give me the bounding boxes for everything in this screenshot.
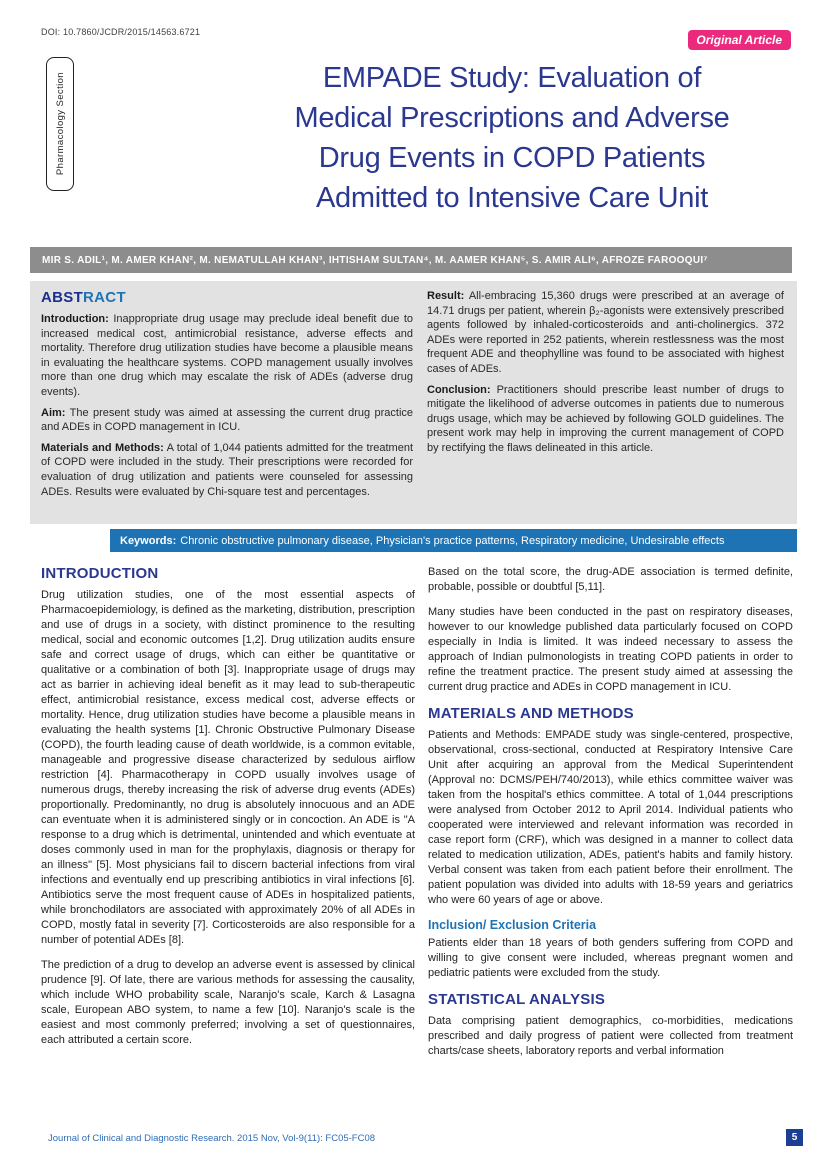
body-paragraph: Patients elder than 18 years of both genders suffering from COPD and willing to give consent were included, whereas pregnant women and pediatric patients were excluded from the study. (428, 937, 793, 979)
authors-bar (30, 247, 792, 273)
body-paragraph: The prediction of a drug to develop an adverse event is assessed by clinical prudence [9]. Of late, there are various methods for assessing the causality, which include WHO probability scale, Naranjo's scale, Karch & Lasagna scale, European ABO system, to name a few [10]. Naranjo's scale is the easiest and most commonly preferred; involving a set of questionnaires, each attributed a certain score. (41, 959, 415, 1046)
body-left-column (41, 565, 415, 1069)
section-label-box (46, 57, 74, 191)
body-paragraph: Data comprising patient demographics, co-morbidities, medications prescribed and daily progress of patient were collected from treatment charts/case sheets, laboratory reports and verbal information (428, 1015, 793, 1057)
abstract-text: A total of 1,044 patients admitted for the treatment of COPD were included in the study. Their prescriptions were recorded for evaluation of drug utilization and patients were counseled for assessing ADEs. Results were evaluated by Chi-square test and percentages. (41, 441, 414, 498)
abstract-paragraph-materials (41, 441, 413, 499)
article-title-line: Medical Prescriptions and Adverse (294, 102, 730, 134)
abstract-text: All-embracing 15,360 drugs were prescribed at an average of 14.71 drugs per patient, wherein β₂-agonists were extensively prescribed agents followed by inhaled-corticosteroids and anti-cholinergics. 372 ADEs were reported in 252 patients, wherein restlessness was the most frequent ADE and theophylline was found to be associated with highest cases of ADEs. (427, 290, 784, 375)
abstract-paragraph-aim (41, 406, 413, 435)
body-right-column (428, 565, 793, 1069)
abstract-label: Aim: (41, 406, 66, 419)
section-heading-introduction: INTRODUCTION (41, 565, 159, 582)
journal-citation: Journal of Clinical and Diagnostic Research. 2015 Nov, Vol-9(11): FC05-FC08 (48, 1133, 376, 1144)
keywords-text: Chronic obstructive pulmonary disease, Physician's practice patterns, Respiratory medicine, Undesirable effects (180, 534, 725, 547)
abstract-text: Inappropriate drug usage may preclude ideal benefit due to increased medical cost, antimicrobial resistance, adverse effects and mortality. Therefore drug utilization studies have become a plausible means in evaluating the healthcare systems. COPD management usually involves more than one drug which may escalate the risk of ADEs (adverse drug events). (41, 313, 413, 398)
section-heading-materials-methods: MATERIALS AND METHODS (428, 705, 634, 722)
page-number: 5 (786, 1129, 803, 1146)
article-title-line: Drug Events in COPD Patients (318, 142, 706, 174)
body-paragraph: Drug utilization studies, one of the most essential aspects of Pharmacoepidemiology, is defined as the marketing, distribution, prescription and use of drugs in a society, with distinct prominence to the resulting medical, social and economic outcomes [1,2]. Drug utilization audits ensure safe and correct usage of drugs, which can either be quantitative or qualitative or a combination of both [3]. Inappropriate usage of drugs may act as barrier in achieving ideal benefit as it may lead to sub-therapeutic effect, antimicrobial resistance, excess medical cost, adverse effects or mortality. Hence, drug utilization studies have become a plausible means in evaluating the health systems [1]. Chronic Obstructive Pulmonary Disease (COPD), the fourth leading cause of death worldwide, is a common evitable, manageable and progressive disease characterized by sedulous airflow restriction [4]. Pharmacotherapy in COPD usually involves usage of numerous drugs, thereby increasing the risk of adverse drug events (ADEs) proportionally. Predominantly, no drug is absolutely innocuous and an ADE can eventuate when it is administered singly or in concoction. An ADE is "A response to a drug which is detrimental, unintended and which eventuate at doses commonly used in man for the prophylaxis, diagnosis or therapy for an illness" [5]. Most physicians fail to discern bacterial infections from viral infections and eventually end up prescribing antibiotics in viral infections [6]. Antibiotics serve the most frequent cause of ADEs in hospitalized patients, while bronchodilators are associated with approximately 20% of all ADEs in COPD, mostly fatal in severity [7]. Corticosteroids are also responsible for a number of potential ADEs [8]. (41, 589, 415, 946)
article-title-line: EMPADE Study: Evaluation of (322, 62, 702, 94)
abstract-label: Materials and Methods: (41, 441, 164, 454)
abstract-text: The present study was aimed at assessing the current drug practice and ADEs in COPD management in ICU. (41, 406, 414, 434)
abstract-paragraph-result (427, 289, 784, 377)
abstract-paragraph-conclusion (427, 383, 784, 456)
abstract-label: Result: (427, 290, 465, 302)
article-body (41, 565, 793, 1069)
abstract-text: Practitioners should prescribe least number of drugs to mitigate the likelihood of adverse outcomes in patients due to numerous drugs usage, which may be achieved by following GOLD guidelines. The present work may help in improving the current management of COPD by rectifying the flaws delineated in this article. (427, 383, 784, 454)
section-label: Pharmacology Section (54, 72, 66, 176)
body-paragraph: Patients and Methods: EMPADE study was single-centered, prospective, observational, cross-sectional, conducted at Respiratory Intensive Care Unit after acquiring an approval from the Medical Superintendent (Approval no: DCMS/PEH/740/2013), while ethics committee waiver was taken from the hospital's ethics committee. A total of 1,044 prescriptions were analysed from October 2012 to April 2014. Individual patients who cooperated were interviewed and relevant information was recorded in case report form (CRF), which was designed in a manner to collect data related to medication utilization, ADEs, patient's habits and family history. Verbal consent was taken from each patient before their enrollment. The patient population was divided into adults with 18-59 years and geriatrics who were 60 years of age or above. (428, 729, 793, 906)
abstract-heading (41, 289, 413, 306)
abstract-right-column (427, 289, 784, 505)
abstract-section (30, 281, 797, 524)
abstract-left-column (41, 289, 413, 505)
abstract-heading-part2: RACT (83, 289, 126, 306)
authors-list: MIR S. ADIL¹, M. AMER KHAN², M. NEMATULLAH KHAN³, IHTISHAM SULTAN⁴, M. AAMER KHAN⁵, S. AMIR ALI⁶, AFROZE FAROOQUI⁷ (42, 254, 708, 266)
abstract-heading-part1: ABST (41, 289, 84, 306)
body-paragraph: Based on the total score, the drug-ADE association is termed definite, probable, possible or doubtful [5,11]. (428, 566, 793, 593)
keywords-label: Keywords: (120, 534, 177, 547)
article-title (212, 58, 812, 218)
abstract-label: Introduction: (41, 313, 109, 325)
body-paragraph: Many studies have been conducted in the past on respiratory diseases, however to our knowledge published data particularly focused on COPD especially in India is limited. It was indeed necessary to assess the approach of Indian pulmonologists in treating COPD patients in order to refine the treatment practice. The present study aimed at assessing the current drug practice and ADEs in COPD management in ICU. (428, 606, 793, 693)
abstract-paragraph-introduction (41, 312, 413, 400)
article-title-line: Admitted to Intensive Care Unit (315, 182, 709, 214)
subsection-heading-inclusion-exclusion: Inclusion/ Exclusion Criteria (428, 918, 597, 932)
section-heading-statistical-analysis: STATISTICAL ANALYSIS (428, 991, 606, 1008)
abstract-label: Conclusion: (427, 383, 491, 396)
keywords-bar (110, 529, 797, 552)
doi-text: DOI: 10.7860/JCDR/2015/14563.6721 (41, 27, 201, 37)
original-article-badge: Original Article (688, 30, 791, 50)
